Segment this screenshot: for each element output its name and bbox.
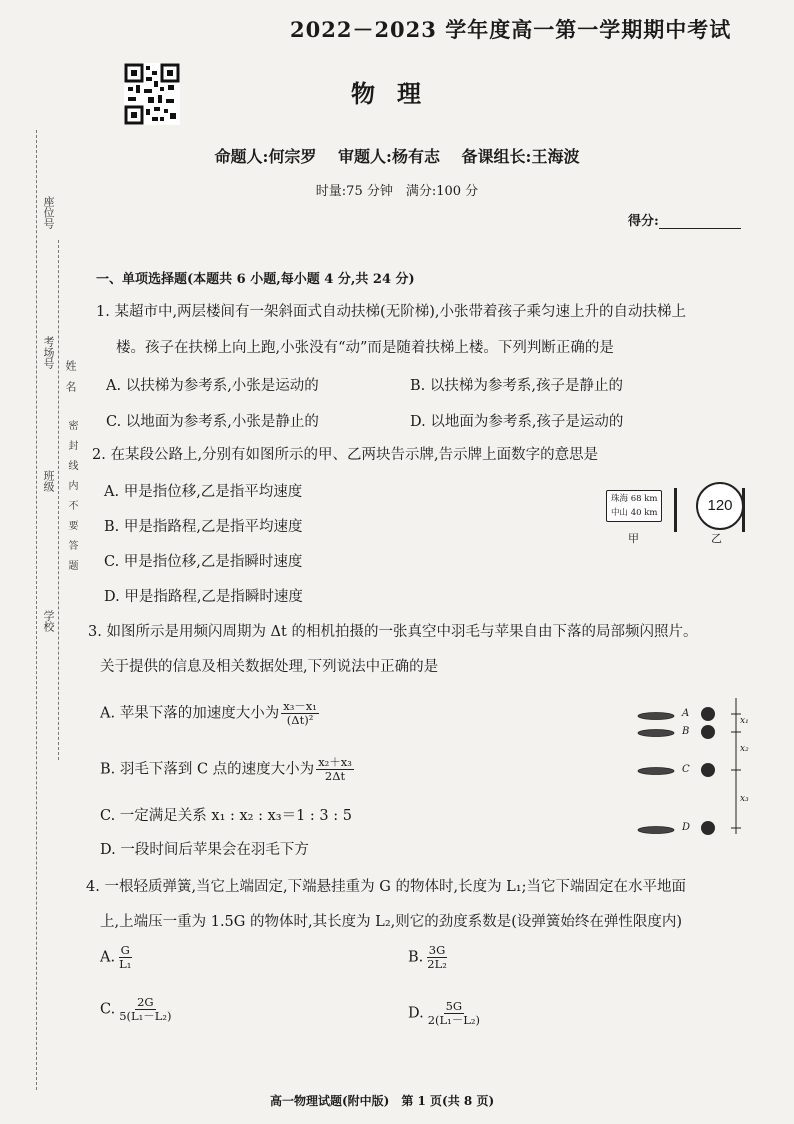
q4-option-d-fraction [426, 1000, 482, 1027]
section-heading: 一、单项选择题(本题共 6 小题,每小题 4 分,共 24 分) [96, 272, 415, 287]
q3-option-a-text: A. 苹果下落的加速度大小为 [100, 705, 280, 722]
q4-option-c [100, 996, 175, 1023]
q3-option-b-text: B. 羽毛下落到 C 点的速度大小为 [100, 761, 315, 778]
q2-option-c: C. 甲是指位移,乙是指瞬时速度 [104, 554, 303, 570]
q1-option-d: D. 以地面为参考系,孩子是运动的 [410, 414, 624, 430]
q3-a-denominator: (Δt)² [286, 713, 314, 727]
q4-option-a [100, 944, 135, 971]
q2-option-a: A. 甲是指位移,乙是指平均速度 [104, 484, 303, 500]
q2-option-d: D. 甲是指路程,乙是指瞬时速度 [104, 589, 303, 605]
exam-title: 2022－2023 学年度高一第一学期期中考试 [290, 17, 732, 42]
binding-line [36, 130, 37, 1090]
q1-option-b: B. 以扶梯为参考系,孩子是静止的 [410, 378, 623, 394]
q4-option-b [408, 944, 451, 971]
sign-caption-jia: 甲 [628, 532, 639, 545]
q4-option-c-label: C. [100, 1001, 116, 1018]
school-label: 学校 [42, 610, 55, 632]
credits [0, 144, 794, 167]
x1-label: x₁ [740, 716, 749, 726]
q4-a-denominator: L₁ [119, 957, 132, 971]
q4-option-b-fraction [425, 944, 449, 971]
sign-post-b [742, 488, 745, 532]
q1-stem-line2: 楼。孩子在扶梯上向上跑,小张没有“动”而是随着扶梯上楼。下列判断正确的是 [116, 340, 614, 356]
page-footer: 高一物理试题(附中版) 第 1 页(共 8 页) [270, 1094, 495, 1108]
q4-option-d-label: D. [408, 1005, 424, 1022]
q2-stem: 2. 在某段公路上,分别有如图所示的甲、乙两块告示牌,告示牌上面数字的意思是 [92, 447, 599, 463]
point-b-label: B [682, 726, 690, 737]
q3-option-d: D. 一段时间后苹果会在羽毛下方 [100, 842, 309, 858]
q4-option-d [408, 1000, 484, 1027]
q2-option-b: B. 甲是指路程,乙是指平均速度 [104, 519, 303, 535]
reviewer: 审题人:杨有志 [338, 147, 440, 166]
name-label: 姓名 [64, 360, 77, 402]
x3-label: x₃ [740, 794, 749, 804]
x2-label: x₂ [740, 744, 749, 754]
binding-line-inner [58, 240, 59, 760]
q4-a-numerator: G [120, 943, 130, 957]
q4-stem-line1: 4. 一根轻质弹簧,当它上端固定,下端悬挂重为 G 的物体时,长度为 L₁;当它下端固定在水平地面 [86, 879, 687, 895]
q4-d-denominator: 2(L₁－L₂) [427, 1013, 481, 1027]
q1-option-c: C. 以地面为参考系,小张是静止的 [106, 414, 319, 430]
sign-post-a [674, 488, 677, 532]
q2-signs-figure [600, 484, 750, 544]
q4-b-denominator: 2L₂ [427, 957, 447, 971]
q3-option-b [100, 756, 356, 783]
q4-c-numerator: 2G [137, 995, 154, 1009]
distance-sign-line1: 珠海 68 km [611, 494, 658, 504]
q3-b-denominator: 2Δt [324, 769, 346, 783]
author: 命题人:何宗罗 [214, 147, 317, 166]
q1-stem-line1: 1. 某超市中,两层楼间有一架斜面式自动扶梯(无阶梯),小张带着孩子乘匀速上升的自动扶梯上 [96, 304, 686, 320]
q4-d-numerator: 5G [445, 999, 463, 1013]
q3-stem-line1: 3. 如图所示是用频闪周期为 Δt 的相机拍摄的一张真空中羽毛与苹果自由下落的局部频闪照片。 [88, 624, 698, 640]
group-leader: 备课组长:王海波 [461, 147, 580, 166]
q4-stem-line2: 上,上端压一重为 1.5G 的物体时,其长度为 L₂,则它的劲度系数是(设弹簧始终在弹性限度内) [100, 914, 683, 930]
sign-caption-yi: 乙 [711, 532, 722, 545]
q3-option-b-fraction [316, 756, 354, 783]
exam-room-label: 考场号 [42, 336, 55, 369]
point-c-label: C [682, 764, 690, 775]
point-d-label: D [682, 822, 691, 833]
q3-b-numerator: x₂＋x₃ [318, 755, 352, 769]
q3-a-numerator: x₃－x₁ [283, 699, 317, 713]
q4-b-numerator: 3G [428, 943, 446, 957]
seat-number-label: 座位号 [42, 196, 55, 229]
q3-option-a-fraction [281, 700, 319, 727]
speed-limit-sign: 120 [696, 482, 744, 530]
q4-option-c-fraction [117, 996, 173, 1023]
q4-option-b-label: B. [408, 949, 424, 966]
no-answer-warning: 密 封 线 内 不 要 答 题 [66, 420, 77, 570]
distance-sign-line2: 中山 40 km [611, 508, 658, 518]
score-label: 得分: [628, 214, 659, 229]
q3-option-c: C. 一定满足关系 x₁ : x₂ : x₃＝1 : 3 : 5 [100, 808, 352, 824]
q3-stem-line2: 关于提供的信息及相关数据处理,下列说法中正确的是 [100, 659, 439, 675]
q3-option-a [100, 700, 321, 727]
q1-option-a: A. 以扶梯为参考系,小张是运动的 [106, 378, 319, 394]
exam-timing: 时量:75 分钟 满分:100 分 [315, 184, 479, 199]
q4-c-denominator: 5(L₁－L₂) [119, 1009, 172, 1023]
q4-option-a-fraction [117, 944, 133, 971]
score-blank [659, 216, 741, 229]
class-label: 班级 [42, 470, 55, 492]
q4-option-a-label: A. [100, 949, 116, 966]
distance-sign [606, 490, 662, 522]
q3-strobe-figure [636, 694, 756, 844]
subject-title: 物理 [351, 79, 443, 108]
point-a-label: A [682, 708, 690, 719]
score-field [628, 210, 741, 229]
